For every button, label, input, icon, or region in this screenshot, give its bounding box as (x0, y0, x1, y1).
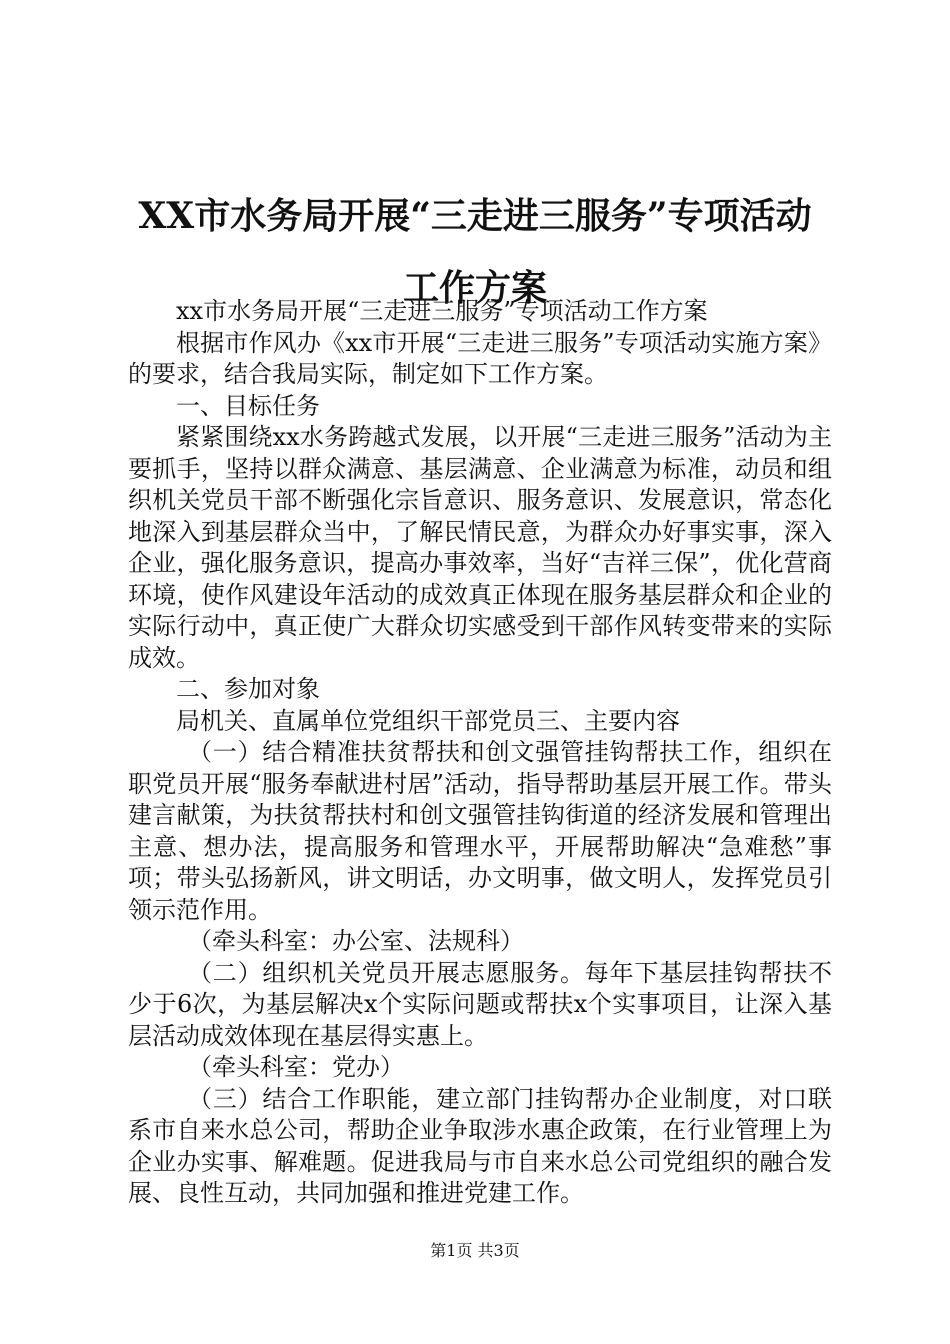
title-line-1: XX市水务局开展“三走进三服务”专项活动 (138, 195, 812, 237)
section-heading-goals: 一、目标任务 (176, 391, 320, 420)
paragraph-lead-dept-2: （牵头科室：党办） (188, 1053, 404, 1081)
paragraph-participants: 局机关、直属单位党组织干部党员三、主要内容 (176, 706, 680, 735)
paragraph-item-3: （三）结合工作职能，建立部门挂钩帮办企业制度，对口联系市自来水总公司，帮助企业争取涉水惠企政策，在行业管理上为企业办实事、解难题。促进我局与市自来水总公司党组织的融合发展、良性互动，共同加强和推进党建工作。 (128, 1084, 832, 1207)
paragraph-lead-dept-1: （牵头科室：办公室、法规科） (188, 927, 524, 955)
paragraph-doc-name: xx市水务局开展“三走进三服务”专项活动工作方案 (176, 297, 708, 325)
paragraph-item-1: （一）结合精准扶贫帮扶和创文强管挂钩帮扶工作，组织在职党员开展“服务奉献进村居”活动，指导帮助基层开展工作。带头建言献策，为扶贫帮扶村和创文强管挂钩街道的经济发展和管理出主意、想办法，提高服务和管理水平，开展帮助解决“急难愁”事项；带头弘扬新风，讲文明话，办文明事，做文明人，发挥党员引领示范作用。 (128, 738, 832, 924)
section-heading-participants: 二、参加对象 (176, 675, 320, 703)
paragraph-goals: 紧紧围绕xx水务跨越式发展，以开展“三走进三服务”活动为主要抓手，坚持以群众满意、基层满意、企业满意为标准，动员和组织机关党员干部不断强化宗旨意识、服务意识、发展意识，常态化地深入到基层群众当中，了解民情民意，为群众办好事实事，深入企业，强化服务意识，提高办事效率，当好“吉祥三保”，优化营商环境，使作风建设年活动的成效真正体现在服务基层群众和企业的实际行动中，真正使广大群众切实感受到干部作风转变带来的实际成效。 (128, 423, 832, 672)
page-number-footer: 第1页 共3页 (430, 1241, 520, 1260)
paragraph-item-2: （二）组织机关党员开展志愿服务。每年下基层挂钩帮扶不少于6次，为基层解决x个实际问题或帮扶x个实事项目，让深入基层活动成效体现在基层得实惠上。 (128, 958, 832, 1050)
paragraph-basis: 根据市作风办《xx市开展“三走进三服务”专项活动实施方案》的要求，结合我局实际，制定如下工作方案。 (128, 328, 832, 388)
title-line-2: 工作方案 (402, 267, 547, 309)
document-body (128, 296, 832, 1210)
